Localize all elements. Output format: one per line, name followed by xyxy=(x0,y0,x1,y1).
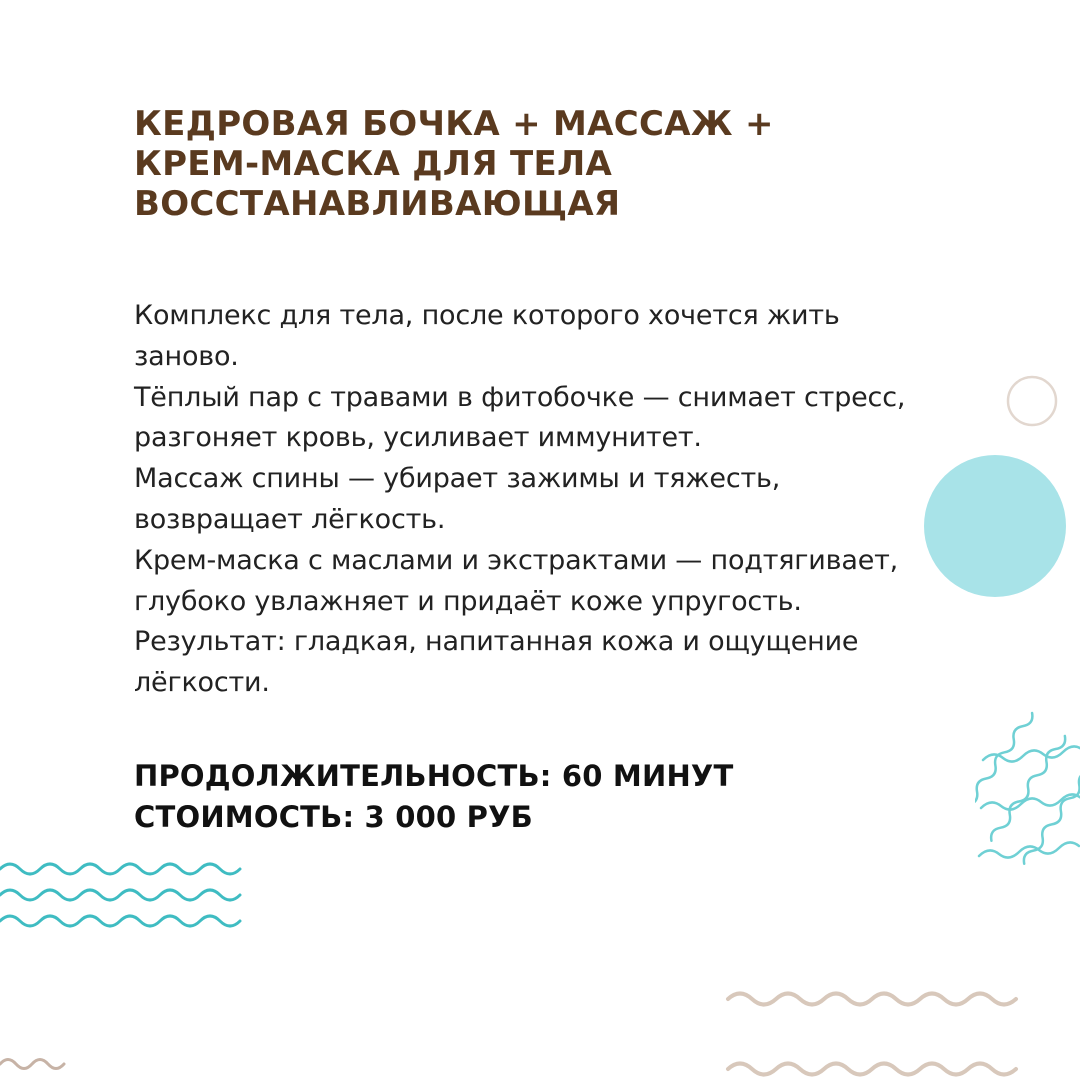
teal-wave-lines-left xyxy=(0,855,255,940)
duration-text: ПРОДОЛЖИТЕЛЬНОСТЬ: 60 МИНУТ xyxy=(134,758,734,793)
description-line: Комплекс для тела, после которого хочется жить xyxy=(134,300,840,331)
content-block xyxy=(134,104,1014,838)
description-line: заново. xyxy=(134,340,239,372)
description-line: Тёплый пар с травами в фитобочке — снимает стресс, xyxy=(134,381,906,413)
description-line: глубоко увлажняет и придаёт коже упругость. xyxy=(134,585,802,617)
description-line: Результат: гладкая, напитанная кожа и ощущение xyxy=(134,626,859,658)
title-line: КРЕМ-МАСКА ДЛЯ ТЕЛА xyxy=(134,144,613,184)
description-line: лёгкости. xyxy=(134,667,270,699)
service-info xyxy=(134,756,1014,838)
description-line: Крем-маска с маслами и экстрактами — подтягивает, xyxy=(134,544,899,576)
description-line: Массаж спины — убирает зажимы и тяжесть, xyxy=(134,463,781,495)
price-text: СТОИМОСТЬ: 3 000 РУБ xyxy=(134,799,533,834)
description-line: возвращает лёгкость. xyxy=(134,503,446,535)
page-title xyxy=(134,104,1014,224)
description xyxy=(134,296,1014,704)
title-line: КЕДРОВАЯ БОЧКА + МАССАЖ + xyxy=(134,104,774,144)
beige-wave-lines-bottom-right xyxy=(722,985,1032,1080)
title-line: ВОССТАНАВЛИВАЮЩАЯ xyxy=(134,184,621,224)
description-line: разгоняет кровь, усиливает иммунитет. xyxy=(134,422,702,454)
beige-wave-lines-bottom-left xyxy=(0,1050,70,1080)
